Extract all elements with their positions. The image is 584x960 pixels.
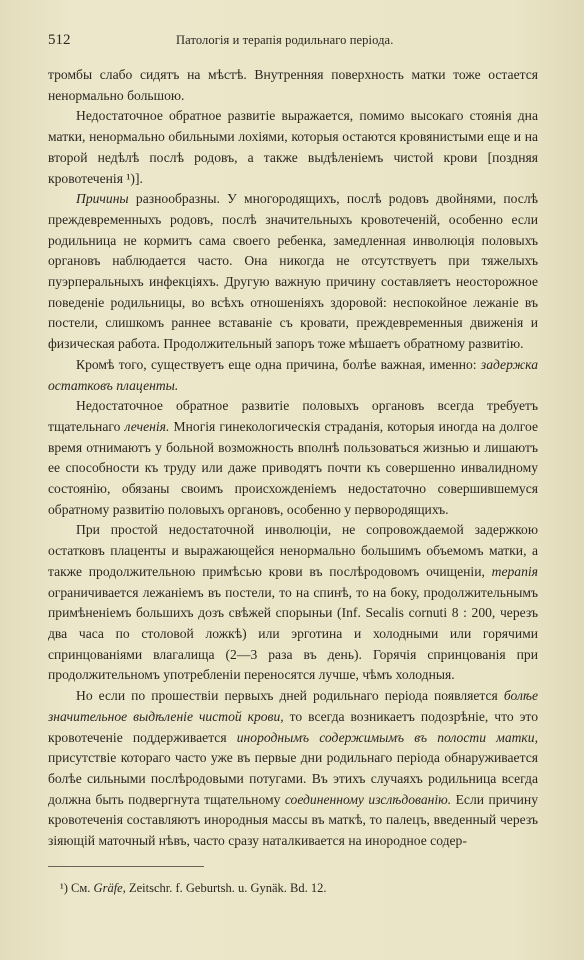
text-run: то всегда возникаетъ подозрѣніе, что это кровотеченіе поддерживается bbox=[48, 708, 538, 745]
text-run: Если причину кровотеченія составляютъ инородныя массы въ маткѣ, то палецъ, введенный черезъ зіяющій маточный нѣвъ, часто сразу наталкивается на инородное содер- bbox=[48, 791, 538, 849]
page-header bbox=[48, 32, 548, 52]
text-run: Zeitschr. f. Geburtsh. u. Gynäk. Bd. 12. bbox=[125, 881, 327, 895]
paragraph bbox=[48, 396, 538, 520]
footnote bbox=[60, 880, 530, 896]
emphasis-text: Причины bbox=[76, 191, 129, 207]
emphasis-text: болѣе значительное выдѣленіе чистой крови, bbox=[48, 688, 538, 724]
paragraph bbox=[48, 189, 538, 355]
text-run: ограничивается лежаніемъ въ постели, то на спинѣ, то на боку, продолжительнымъ примѣненіемъ большихъ дозъ свѣжей спорыньи (Inf. Secalis cornuti 8 : 200, черезъ два часа по столовой ложкѣ) или эрготина и холодными или горячими спринцованіями влагалища (2—3 раза въ день). Горячія спринцованія при продолжительномъ употребленіи переносятся лучше, чѣмъ холодныя. bbox=[48, 584, 538, 683]
paragraph bbox=[48, 520, 538, 686]
text-run: Кромѣ того, существуетъ еще одна причина, болѣе важная, именно: bbox=[76, 356, 481, 372]
text-run: Многія гинекологическія страданія, которыя иногда на долгое время отнимаютъ у больной возможность вполнѣ пользоваться жизнью и лишаютъ ее способности къ труду или даже приводятъ почти къ совершенно инвалидному состоянію, обязаны своимъ происхожденіемъ недостаточно совершившемуся обратному развитію половыхъ органовъ, особенно у первородящихъ. bbox=[48, 418, 538, 517]
text-run: Недостаточное обратное развитіе выражается, помимо высокаго стоянія дна матки, ненормально обильными лохіями, которыя остаются кровянистыми еще и на второй недѣлѣ послѣ родовъ, а также выдѣленіемъ чистой крови [поздняя кровотеченія ¹)]. bbox=[48, 108, 538, 186]
text-run: ¹) См. bbox=[60, 881, 94, 895]
paragraph bbox=[48, 355, 538, 396]
emphasis-text: леченія. bbox=[124, 418, 170, 434]
emphasis-text: Gräfe, bbox=[93, 881, 126, 895]
footnote-rule bbox=[48, 866, 204, 867]
body-text bbox=[48, 65, 538, 852]
text-run: разнообразны. У многородящихъ, послѣ родовъ двойнями, послѣ преждевременныхъ родовъ, послѣ значительныхъ кровотеченій, особенно если родильница не кормитъ сама своего ребенка, замедленная инволюція половыхъ органовъ наблюдается часто. Она никогда не отсутствуетъ при тяжелыхъ пуэрперальныхъ инфекціяхъ. Другую важную причину составляетъ неосторожное поведеніе родильницы, во всѣхъ отношеніяхъ здоровой: неспокойное лежаніе въ постели, слишкомъ раннее вставаніе съ кровати, преждевременныя движенія и физическая работа. Продолжительный запоръ тоже мѣшаетъ обратному развитію. bbox=[48, 191, 538, 352]
text-run: При простой недостаточной инволюціи, не сопровождаемой задержкою остатковъ плаценты и выражающейся ненормально большимъ объемомъ матки, а также продолжительною примѣсью крови въ послѣродовомъ очищеніи, bbox=[48, 522, 538, 579]
emphasis-text: соединенному изслѣдованію. bbox=[284, 791, 452, 807]
paragraph bbox=[48, 686, 538, 852]
page-number: 512 bbox=[48, 32, 71, 48]
text-run: Но если по прошествіи первыхъ дней родильнаго періода появляется bbox=[76, 688, 504, 704]
emphasis-text: инороднымъ содержимымъ въ полости матки, bbox=[236, 729, 538, 745]
paragraph bbox=[48, 106, 538, 189]
text-run: присутствіе котораго часто уже въ первые дни родильнаго періода обнаруживается болѣе сильными послѣродовыми потугами. Въ этихъ случаяхъ родильница всегда должна быть подвергнута тщательному bbox=[48, 750, 538, 807]
paragraph bbox=[48, 65, 538, 106]
running-head: Патологія и терапія родильнаго періода. bbox=[176, 33, 394, 47]
text-run: тромбы слабо сидятъ на мѣстѣ. Внутренняя поверхность матки тоже остается ненормально большою. bbox=[48, 67, 538, 103]
emphasis-text: задержка остатковъ плаценты. bbox=[48, 356, 538, 393]
emphasis-text: терапія bbox=[491, 563, 538, 579]
text-run: Недостаточное обратное развитіе половыхъ органовъ всегда требуетъ тщательнаго bbox=[48, 398, 538, 434]
